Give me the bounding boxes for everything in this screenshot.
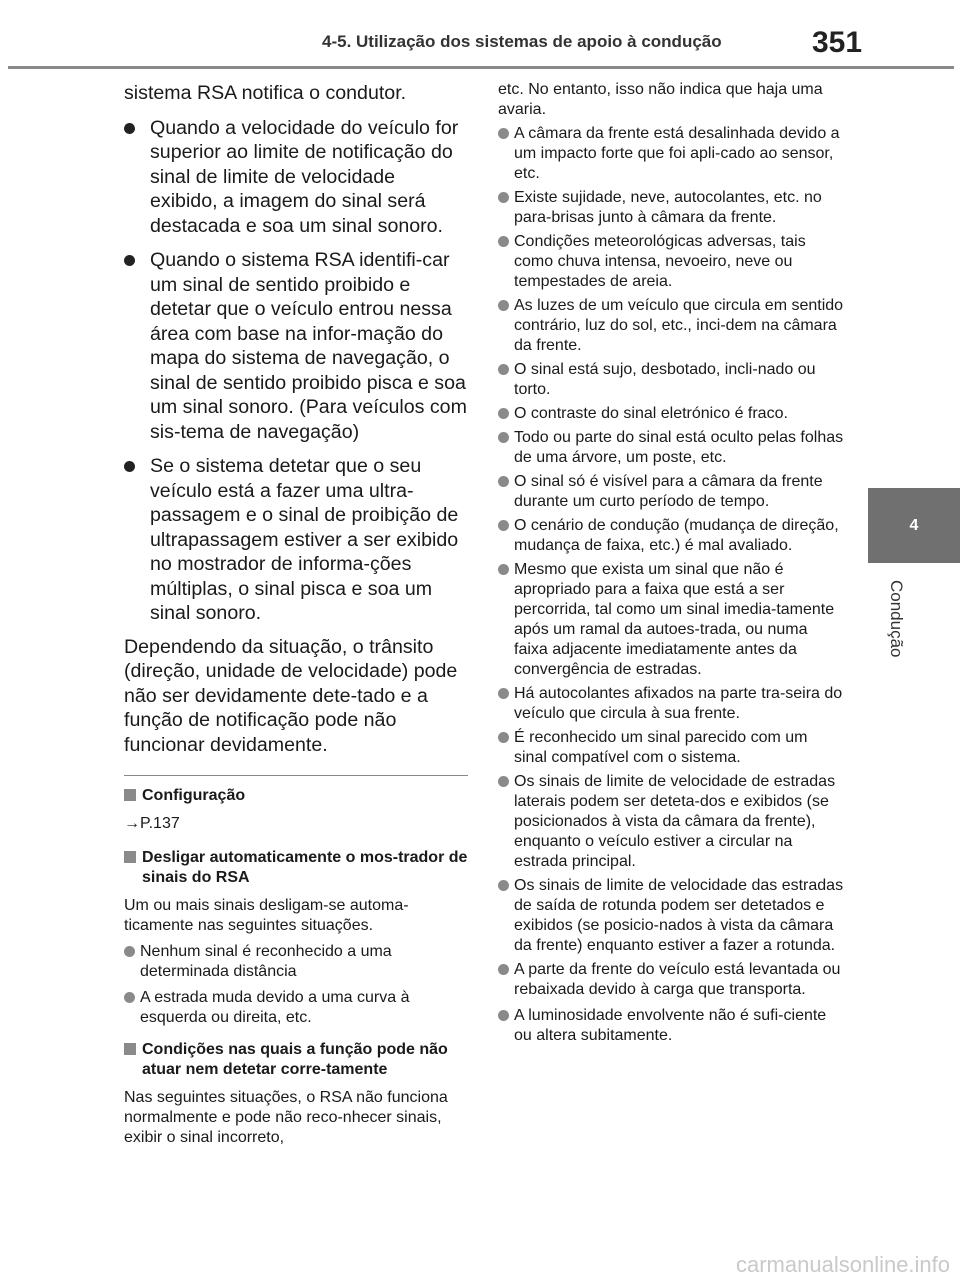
section-title: 4-5. Utilização dos sistemas de apoio à condução [322,32,722,51]
list-item: A luminosidade envolvente não é sufi-ciente ou altera subitamente. [498,1006,844,1046]
section-heading: Configuração [124,786,468,806]
section-body: Nas seguintes situações, o RSA não funciona normalmente e pode não reco-nhecer sinais, exibir o sinal incorreto, [124,1089,448,1146]
list-item: Mesmo que exista um sinal que não é apropriado para a faixa que está a ser percorrida, tal como um sinal imedia-tamente após um ramal da autoes-trada, ou numa faixa adjacente imediatamente antes da convergência de estradas. [498,560,844,680]
section-heading: Desligar automaticamente o mos-trador de sinais do RSA [124,848,468,888]
dot-bullet-icon [498,772,509,793]
dot-bullet-icon [498,876,509,897]
square-bullet-icon [124,786,136,807]
list-item: Todo ou parte do sinal está oculto pelas folhas de uma árvore, um poste, etc. [498,428,844,468]
list-item: A câmara da frente está desalinhada devido a um impacto forte que foi apli-cado ao sensor, etc. [498,124,844,184]
dot-bullet-icon [498,472,509,493]
list-item: O sinal só é visível para a câmara da frente durante um curto período de tempo. [498,472,844,512]
list-item: Os sinais de limite de velocidade das estradas de saída de rotunda podem ser detetados e exibidos (se posicio-nados à vista da câmara da frente) enquanto estiver a fazer a rotunda. [498,876,844,956]
section-body: Um ou mais sinais desligam-se automa-ticamente nas seguintes situações. [124,897,409,934]
list-item: Se o sistema detetar que o seu veículo está a fazer uma ultra-passagem e o sinal de proibição de ultrapassagem estiver a ser exibido no mostrador de informa-ções múltiplas, o sinal pisca e soa um sinal sonoro. [124,454,468,626]
dot-bullet-icon [498,516,509,537]
header-rule [8,66,954,69]
list-item: Existe sujidade, neve, autocolantes, etc. no para-brisas junto à câmara da frente. [498,188,844,228]
dot-bullet-icon [498,360,509,381]
dot-bullet-icon [498,428,509,449]
list-item: Quando o sistema RSA identifi-car um sinal de sentido proibido e detetar que o veículo entrou nessa área com base na infor-mação do mapa do sistema de navegação, o sinal de sentido proibido pisca e soa um sinal sonoro. (Para veículos com sis-tema de navegação) [124,248,468,444]
watermark: carmanualsonline.info [736,1252,951,1277]
list-item: Os sinais de limite de velocidade de estradas laterais podem ser deteta-dos e exibidos (se posicionados à vista da câmara da frente), enquanto o veículo estiver a circular na estrada principal. [498,772,844,872]
bullet-icon [124,116,135,141]
right-column [498,80,844,1046]
list-item: Condições meteorológicas adversas, tais como chuva intensa, nevoeiro, neve ou tempestades de areia. [498,232,844,292]
chapter-label: Condução [887,580,906,658]
continuation-text: etc. No entanto, isso não indica que haja uma avaria. [498,81,823,118]
dot-bullet-icon [498,296,509,317]
dot-bullet-icon [498,728,509,749]
square-bullet-icon [124,1040,136,1061]
list-item: O contraste do sinal eletrónico é fraco. [498,404,844,424]
bullet-icon [124,248,135,273]
dot-bullet-icon [498,188,509,209]
left-column [124,78,468,1148]
list-item: As luzes de um veículo que circula em sentido contrário, luz do sol, etc., inci-dem na câmara da frente. [498,296,844,356]
list-item: A parte da frente do veículo está levantada ou rebaixada devido à carga que transporta. [498,960,844,1000]
paragraph: Dependendo da situação, o trânsito (direção, unidade de velocidade) pode não ser devidamente dete-tado e a função de notificação pode não funcionar devidamente. [124,635,458,756]
chapter-tab: 4 [868,488,960,563]
list-item: Nenhum sinal é reconhecido a uma determinada distância [124,942,468,982]
dot-bullet-icon [498,560,509,581]
dot-bullet-icon [124,988,135,1009]
list-item: O cenário de condução (mudança de direção, mudança de faixa, etc.) é mal avaliado. [498,516,844,556]
dot-bullet-icon [498,124,509,145]
dot-bullet-icon [498,960,509,981]
square-bullet-icon [124,848,136,869]
list-item: É reconhecido um sinal parecido com um sinal compatível com o sistema. [498,728,844,768]
list-item: O sinal está sujo, desbotado, incli-nado ou torto. [498,360,844,400]
list-item: Quando a velocidade do veículo for superior ao limite de notificação do sinal de limite de velocidade exibido, a imagem do sinal será destacada e soa um sinal sonoro. [124,116,468,239]
list-item: A estrada muda devido a uma curva à esquerda ou direita, etc. [124,988,468,1028]
dot-bullet-icon [124,942,135,963]
list-item: Há autocolantes afixados na parte tra-seira do veículo que circula à sua frente. [498,684,844,724]
divider [124,775,468,776]
page-number: 351 [812,26,863,59]
section-heading: Condições nas quais a função pode não atuar nem detetar corre-tamente [124,1040,468,1080]
intro-text: sistema RSA notifica o condutor. [124,82,407,104]
dot-bullet-icon [498,404,509,425]
dot-bullet-icon [498,232,509,253]
condition-list [498,124,844,1046]
page-reference: →P.137 [124,815,180,832]
dot-bullet-icon [498,1006,509,1027]
bullet-icon [124,454,135,479]
dot-bullet-icon [498,684,509,705]
